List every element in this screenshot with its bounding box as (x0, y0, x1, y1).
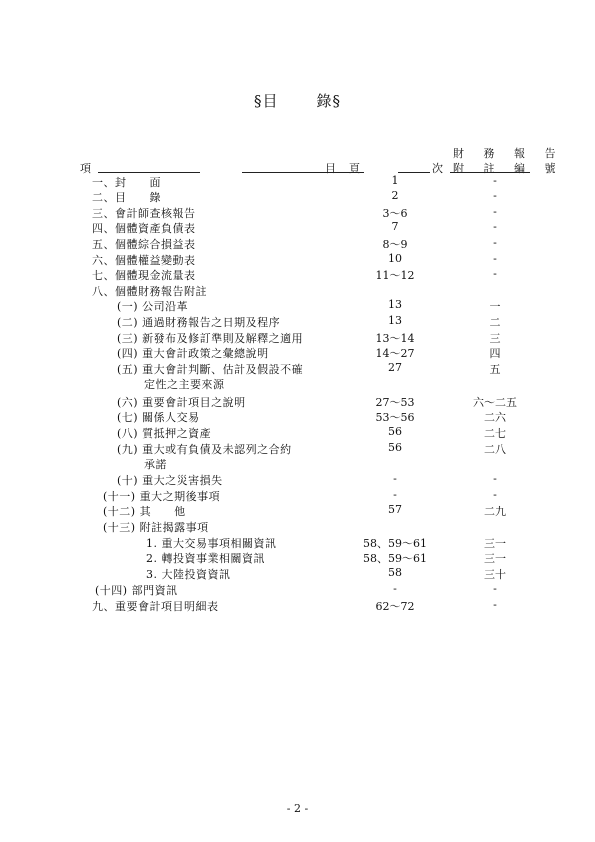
table-row (0, 314, 595, 328)
row-label: (十) 重大之災害損失 (117, 474, 223, 487)
row-page: 53～56 (375, 411, 415, 424)
table-row (0, 283, 595, 297)
row-label: (四) 重大會計政策之彙總說明 (117, 347, 269, 360)
table-row (0, 409, 595, 423)
row-note: 二九 (484, 505, 506, 518)
table-row (0, 425, 595, 439)
row-label: (一) 公司沿革 (117, 300, 189, 313)
row-note: 一 (489, 300, 501, 313)
row-note: 二六 (484, 411, 506, 424)
row-note: - (493, 252, 497, 265)
row-label: 3. 大陸投資資訊 (146, 568, 231, 581)
table-row (0, 345, 595, 359)
row-label: 承諾 (144, 458, 167, 471)
row-page: 58 (388, 566, 402, 579)
row-page: 13 (388, 298, 402, 311)
row-label: 三、會計師查核報告 (92, 207, 196, 220)
table-row (0, 189, 595, 203)
row-note: 三十 (484, 568, 506, 581)
row-note: 二七 (484, 427, 506, 440)
row-label: (八) 質抵押之資產 (117, 427, 212, 440)
row-page: 58、59～61 (363, 537, 427, 550)
row-note: - (493, 472, 497, 485)
row-page: 13 (388, 314, 402, 327)
row-page: 58、59～61 (363, 552, 427, 565)
table-row (0, 236, 595, 250)
header-rule-mid (242, 172, 364, 173)
row-label: 2. 轉投資事業相關資訊 (146, 552, 265, 565)
header-item: 項 (80, 162, 91, 175)
row-label: 八、個體財務報告附註 (92, 285, 207, 298)
row-page: - (393, 582, 397, 595)
header-report-bottom: 附 註 編 號 (453, 162, 564, 175)
header-rule-right (450, 172, 530, 173)
row-page: 62～72 (375, 600, 415, 613)
table-row (0, 252, 595, 266)
row-note: 三一 (484, 537, 506, 550)
row-label: 九、重要會計項目明細表 (92, 600, 219, 613)
table-row (0, 267, 595, 281)
header-rule-left (98, 172, 200, 173)
row-label: (五) 重大會計判斷、估計及假設不確 (117, 363, 304, 376)
table-row (0, 220, 595, 234)
header-report-top: 財 務 報 告 (453, 147, 564, 160)
row-label: (十三) 附註揭露事項 (103, 521, 209, 534)
row-page: 27～53 (375, 396, 415, 409)
row-page: 8～9 (382, 238, 408, 251)
row-label: (十一) 重大之期後事項 (103, 490, 221, 503)
row-page: 1 (391, 174, 399, 187)
table-row (0, 361, 595, 375)
row-label: 六、個體權益變動表 (92, 254, 196, 267)
table-row (0, 376, 595, 390)
row-label: 五、個體綜合損益表 (92, 238, 196, 251)
row-page: - (393, 472, 397, 485)
row-label: 四、個體資產負債表 (92, 222, 196, 235)
table-row (0, 472, 595, 486)
row-page: 27 (388, 361, 402, 374)
row-note: - (493, 174, 497, 187)
row-note: 四 (489, 347, 501, 360)
row-label: (三) 新發布及修訂準則及解釋之適用 (117, 332, 304, 345)
row-note: 六～二五 (473, 396, 517, 409)
table-row (0, 456, 595, 470)
table-row (0, 598, 595, 612)
row-note: 二 (489, 316, 501, 329)
row-note: - (493, 598, 497, 611)
row-note: - (493, 488, 497, 501)
row-page: 14～27 (375, 347, 415, 360)
table-row (0, 330, 595, 344)
row-page: 56 (388, 425, 402, 438)
row-label: 1. 重大交易事項相關資訊 (146, 537, 277, 550)
title-left: §目 (253, 92, 279, 110)
row-label: 七、個體現金流量表 (92, 269, 196, 282)
row-page: 57 (388, 503, 402, 516)
page-number: - 2 - (286, 802, 309, 815)
row-label: (九) 重大或有負債及未認列之合約 (117, 443, 292, 456)
row-label: (六) 重要會計項目之說明 (117, 396, 246, 409)
row-note: 二八 (484, 443, 506, 456)
row-page: 11～12 (375, 269, 415, 282)
header-rule-ci (398, 172, 430, 173)
table-row (0, 519, 595, 533)
header-ci: 次 (432, 162, 443, 175)
table-row (0, 503, 595, 517)
table-row (0, 298, 595, 312)
row-page: 13～14 (375, 332, 415, 345)
row-page: 56 (388, 441, 402, 454)
row-note: - (493, 267, 497, 280)
table-row (0, 394, 595, 408)
row-note: 三 (489, 332, 501, 345)
table-row (0, 550, 595, 564)
table-row (0, 488, 595, 502)
row-note: - (493, 189, 497, 202)
row-page: 10 (388, 252, 402, 265)
title-right: 錄§ (316, 92, 342, 110)
row-label: 一、封 面 (92, 176, 161, 189)
row-label: 定性之主要來源 (144, 378, 225, 391)
header-mu: 目 (325, 162, 336, 175)
header-page: 頁 (349, 162, 360, 175)
row-label: (二) 通過財務報告之日期及程序 (117, 316, 281, 329)
toc-title (0, 90, 595, 111)
row-page: 2 (391, 189, 399, 202)
row-page: - (393, 488, 397, 501)
row-note: - (493, 220, 497, 233)
row-note: 五 (489, 363, 501, 376)
table-row (0, 205, 595, 219)
table-row (0, 174, 595, 188)
row-note: - (493, 236, 497, 249)
row-label: (七) 關係人交易 (117, 411, 200, 424)
row-label: 二、目 錄 (92, 191, 161, 204)
row-page: 3～6 (382, 207, 408, 220)
row-label: (十二) 其 他 (103, 505, 186, 518)
row-label: (十四) 部門資訊 (95, 584, 178, 597)
table-row (0, 441, 595, 455)
row-page: 7 (391, 220, 399, 233)
table-row (0, 566, 595, 580)
row-note: - (493, 205, 497, 218)
row-note: 三一 (484, 552, 506, 565)
row-note: - (493, 582, 497, 595)
table-row (0, 582, 595, 596)
table-row (0, 535, 595, 549)
